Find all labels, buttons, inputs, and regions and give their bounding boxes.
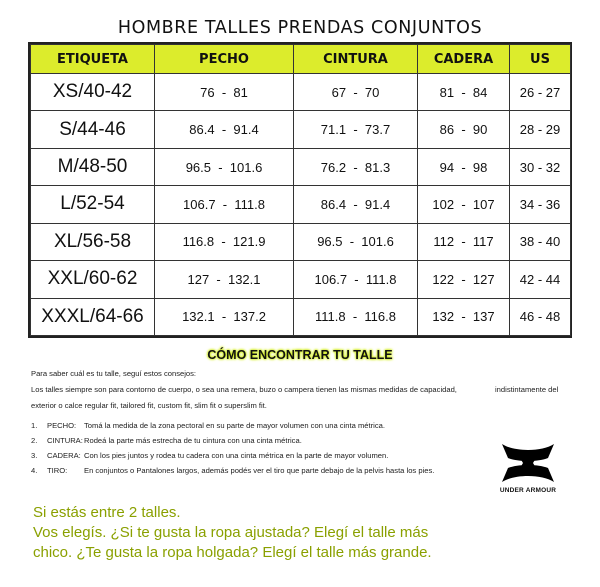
brand-name: UNDER ARMOUR (499, 487, 557, 494)
note-line-3: chico. ¿Te gusta la ropa holgada? Elegí el talle más grande. (33, 544, 432, 561)
note-line-1: Si estás entre 2 talles. (33, 504, 181, 521)
measure-cell: 71.1 - 73.7 (294, 111, 418, 148)
size-label-cell: XS/40-42 (31, 74, 155, 111)
measure-cell: 42 - 44 (510, 261, 571, 298)
measure-cell: 96.5 - 101.6 (155, 148, 294, 185)
column-header: CINTURA (294, 45, 418, 74)
table-row (31, 111, 571, 148)
measure-cell: 28 - 29 (510, 111, 571, 148)
measure-cell: 94 - 98 (418, 148, 510, 185)
step-text: Tomá la medida de la zona pectoral en su parte de mayor volumen con una cinta métrica. (84, 421, 385, 430)
measure-cell: 34 - 36 (510, 186, 571, 223)
step-name: CADERA: (47, 451, 81, 460)
column-header: CADERA (418, 45, 510, 74)
measure-cell: 102 - 107 (418, 186, 510, 223)
step-num: 4. (31, 466, 38, 475)
measure-cell: 38 - 40 (510, 223, 571, 260)
measure-cell: 76.2 - 81.3 (294, 148, 418, 185)
table-row (31, 74, 571, 111)
measure-cell: 112 - 117 (418, 223, 510, 260)
column-header: PECHO (155, 45, 294, 74)
measure-cell: 86.4 - 91.4 (155, 111, 294, 148)
measure-cell: 46 - 48 (510, 298, 571, 335)
measure-cell: 86 - 90 (418, 111, 510, 148)
size-label-cell: XL/56-58 (31, 223, 155, 260)
size-label-cell: M/48-50 (31, 148, 155, 185)
measure-cell: 81 - 84 (418, 74, 510, 111)
measure-cell: 86.4 - 91.4 (294, 186, 418, 223)
step-num: 2. (31, 436, 38, 445)
step-text: En conjuntos o Pantalones largos, además podés ver el tiro que parte debajo de la pelvis hasta los pies. (84, 466, 435, 475)
measure-cell: 106.7 - 111.8 (155, 186, 294, 223)
table-row (31, 186, 571, 223)
step-num: 3. (31, 451, 38, 460)
measure-cell: 26 - 27 (510, 74, 571, 111)
size-table (28, 42, 572, 338)
measure-cell: 76 - 81 (155, 74, 294, 111)
step-name: TIRO: (47, 466, 68, 475)
measure-cell: 122 - 127 (418, 261, 510, 298)
how-to-title: CÓMO ENCONTRAR TU TALLE (207, 348, 393, 362)
note-line-2: Vos elegís. ¿Si te gusta la ropa ajustada? Elegí el talle más (33, 524, 429, 541)
size-label-cell: XXL/60-62 (31, 261, 155, 298)
size-label-cell: S/44-46 (31, 111, 155, 148)
measure-cell: 30 - 32 (510, 148, 571, 185)
size-label-cell: XXXL/64-66 (31, 298, 155, 335)
table-row (31, 223, 571, 260)
table-row (31, 148, 571, 185)
measure-cell: 106.7 - 111.8 (294, 261, 418, 298)
page-title: HOMBRE TALLES PRENDAS CONJUNTOS (117, 18, 483, 38)
size-label-cell: L/52-54 (31, 186, 155, 223)
intro-line-2: Los talles siempre son para contorno de cuerpo, o sea una remera, buzo o campera tienen las mismas medidas de capacidad, (31, 385, 457, 394)
intro-line-2-end: indistintamente del (495, 385, 559, 394)
measure-cell: 132 - 137 (418, 298, 510, 335)
table-row (31, 261, 571, 298)
step-name: PECHO: (47, 421, 77, 430)
step-num: 1. (31, 421, 38, 430)
measure-cell: 67 - 70 (294, 74, 418, 111)
measure-cell: 127 - 132.1 (155, 261, 294, 298)
step-text: Con los pies juntos y rodea tu cadera con una cinta métrica en la parte de mayor volumen. (84, 451, 389, 460)
column-header: ETIQUETA (31, 45, 155, 74)
step-name: CINTURA: (47, 436, 83, 445)
step-text: Rodeá la parte más estrecha de tu cintura con una cinta métrica. (84, 436, 302, 445)
measure-cell: 111.8 - 116.8 (294, 298, 418, 335)
measure-cell: 116.8 - 121.9 (155, 223, 294, 260)
under-armour-logo-icon (498, 442, 558, 484)
measure-cell: 96.5 - 101.6 (294, 223, 418, 260)
measure-cell: 132.1 - 137.2 (155, 298, 294, 335)
table-row (31, 298, 571, 335)
column-header: US (510, 45, 571, 74)
intro-line-1: Para saber cuál es tu talle, seguí estos consejos: (31, 369, 197, 378)
intro-line-3: exterior o calce regular fit, tailored fit, custom fit, slim fit o superslim fit. (31, 401, 267, 410)
